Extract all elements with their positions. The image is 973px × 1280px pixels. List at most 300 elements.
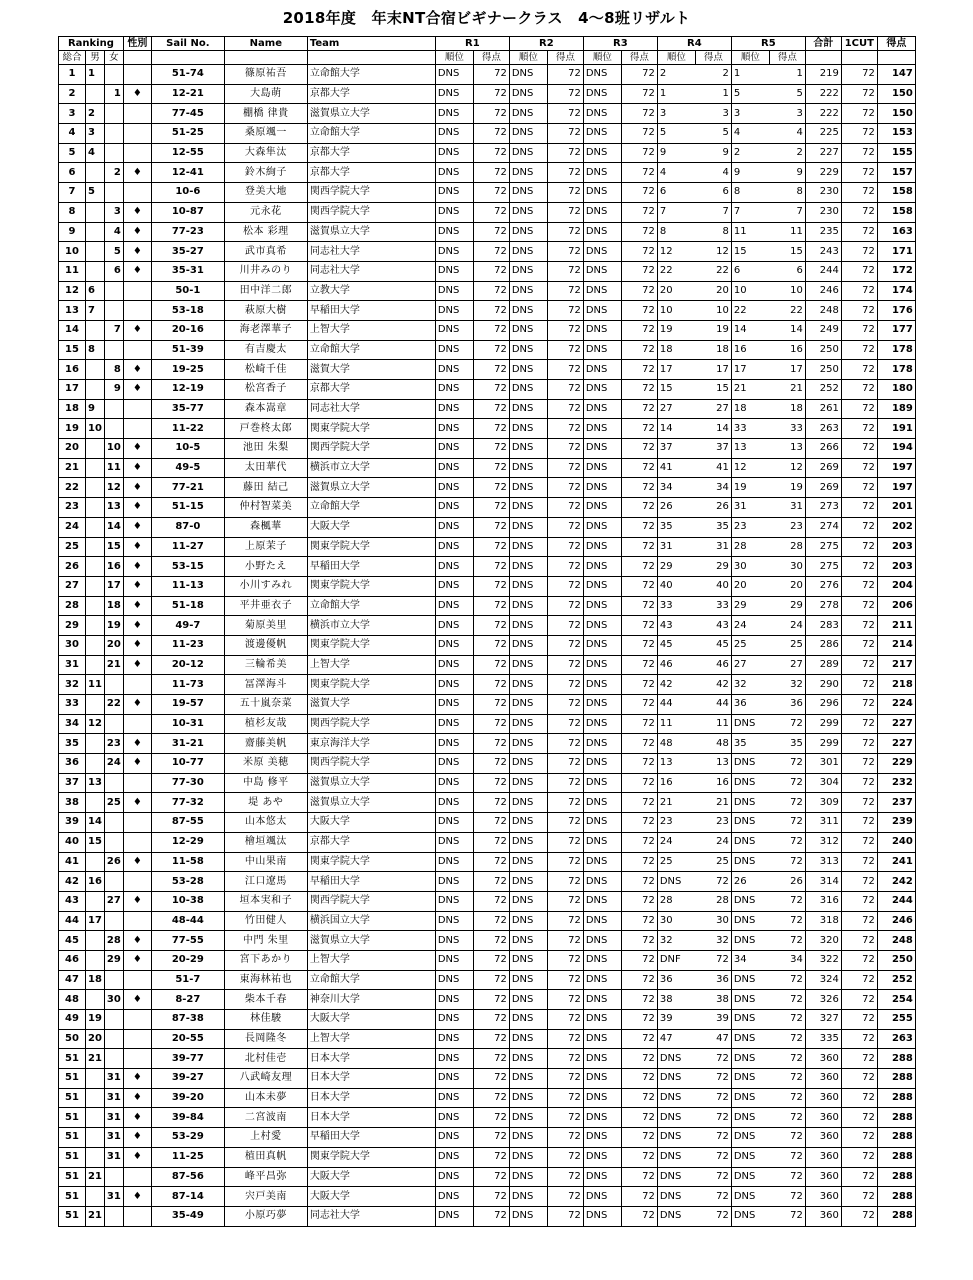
r1-score: 72: [473, 1147, 509, 1167]
r1-score-header: 得点: [473, 51, 509, 65]
male-rank: [86, 458, 105, 478]
r5-score: 72: [769, 891, 805, 911]
total: 304: [805, 773, 841, 793]
sailor-name: 中島 修平: [224, 773, 307, 793]
team: 横浜国立大学: [307, 911, 435, 931]
r2-place: DNS: [509, 911, 547, 931]
r1-score: 72: [473, 1187, 509, 1207]
r3-score: 72: [621, 576, 657, 596]
gender-mark: [123, 1167, 151, 1187]
team: 関西学院大学: [307, 754, 435, 774]
points: 288: [877, 1108, 915, 1128]
cut: 72: [841, 458, 877, 478]
team: 滋賀県立大学: [307, 773, 435, 793]
points: 204: [877, 576, 915, 596]
sail-no: 77-23: [151, 222, 224, 242]
gender-mark: ♦: [123, 754, 151, 774]
team: 滋賀大学: [307, 360, 435, 380]
r4-place: 35: [657, 517, 695, 537]
overall-rank: 36: [59, 754, 86, 774]
r2-place: DNS: [509, 970, 547, 990]
r5-score: 28: [769, 537, 805, 557]
r2-place: DNS: [509, 320, 547, 340]
total: 360: [805, 1069, 841, 1089]
r2-score: 72: [547, 458, 583, 478]
points: 206: [877, 596, 915, 616]
male-rank: [86, 931, 105, 951]
gender-header: 性別: [123, 37, 151, 51]
table-row: [59, 754, 916, 774]
points: 174: [877, 281, 915, 301]
r2-score: 72: [547, 773, 583, 793]
r2-place: DNS: [509, 1108, 547, 1128]
female-rank: [104, 143, 123, 163]
r3-score: 72: [621, 773, 657, 793]
male-rank: [86, 734, 105, 754]
sail-no: 11-58: [151, 852, 224, 872]
points: 191: [877, 419, 915, 439]
r1-place: DNS: [435, 1029, 473, 1049]
gender-mark: ♦: [123, 576, 151, 596]
r1-place: DNS: [435, 1147, 473, 1167]
r1-score: 72: [473, 1010, 509, 1030]
r5-score: 36: [769, 695, 805, 715]
overall-rank: 51: [59, 1128, 86, 1148]
r2-place: DNS: [509, 65, 547, 85]
sail-no: 53-15: [151, 557, 224, 577]
r5-score: 24: [769, 616, 805, 636]
total: 266: [805, 439, 841, 459]
points: 288: [877, 1187, 915, 1207]
r5-place: DNS: [731, 1069, 769, 1089]
r3-place: DNS: [583, 931, 621, 951]
cut: 72: [841, 537, 877, 557]
r2-score: 72: [547, 202, 583, 222]
r1-score: 72: [473, 301, 509, 321]
cut: 72: [841, 104, 877, 124]
r4-score: 72: [695, 1069, 731, 1089]
gender-mark: [123, 1049, 151, 1069]
female-rank: 13: [104, 498, 123, 518]
table-row: [59, 695, 916, 715]
total: 327: [805, 1010, 841, 1030]
male-rank: [86, 891, 105, 911]
r1-score: 72: [473, 576, 509, 596]
r3-score: 72: [621, 517, 657, 537]
r2-place: DNS: [509, 478, 547, 498]
r2-place: DNS: [509, 813, 547, 833]
points: 155: [877, 143, 915, 163]
gender-mark: ♦: [123, 1088, 151, 1108]
r4-score: 12: [695, 242, 731, 262]
female-rank: [104, 65, 123, 85]
gender-mark: ♦: [123, 616, 151, 636]
cut: 72: [841, 498, 877, 518]
points: 252: [877, 970, 915, 990]
r4-score: 72: [695, 1206, 731, 1226]
overall-rank: 5: [59, 143, 86, 163]
cut: 72: [841, 754, 877, 774]
overall-rank: 46: [59, 950, 86, 970]
sailor-name: 齋藤美帆: [224, 734, 307, 754]
points: 157: [877, 163, 915, 183]
r1-place: DNS: [435, 675, 473, 695]
team: 関東学院大学: [307, 675, 435, 695]
r4-score: 2: [695, 65, 731, 85]
r2-place: DNS: [509, 695, 547, 715]
r5-place: DNS: [731, 1010, 769, 1030]
r1-place: DNS: [435, 891, 473, 911]
r1-score: 72: [473, 1088, 509, 1108]
overall-rank: 14: [59, 320, 86, 340]
cut: 72: [841, 734, 877, 754]
male-rank: 4: [86, 143, 105, 163]
female-rank: 18: [104, 596, 123, 616]
r5-place: 26: [731, 872, 769, 892]
r3-place: DNS: [583, 1167, 621, 1187]
r3-place: DNS: [583, 1128, 621, 1148]
r1-score: 72: [473, 380, 509, 400]
r5-place: DNS: [731, 1108, 769, 1128]
r2-place: DNS: [509, 557, 547, 577]
sailor-name: 中門 朱里: [224, 931, 307, 951]
r1-score: 72: [473, 537, 509, 557]
male-rank: [86, 498, 105, 518]
r5-place: 34: [731, 950, 769, 970]
r2-score: 72: [547, 990, 583, 1010]
r4-score: 16: [695, 773, 731, 793]
female-rank: [104, 301, 123, 321]
male-rank: [86, 655, 105, 675]
male-rank: 11: [86, 675, 105, 695]
sailor-name: 中山果南: [224, 852, 307, 872]
male-rank: [86, 163, 105, 183]
r4-score: 32: [695, 931, 731, 951]
sailor-name: 柴本千春: [224, 990, 307, 1010]
r5-place: DNS: [731, 852, 769, 872]
table-row: [59, 360, 916, 380]
gender-mark: [123, 675, 151, 695]
overall-rank: 42: [59, 872, 86, 892]
total: 314: [805, 872, 841, 892]
r5-place: 2: [731, 143, 769, 163]
r4-place: 16: [657, 773, 695, 793]
male-rank: [86, 537, 105, 557]
sailor-name: 元永花: [224, 202, 307, 222]
gender-mark: [123, 813, 151, 833]
r2-score: 72: [547, 537, 583, 557]
r4-place: 48: [657, 734, 695, 754]
total: 296: [805, 695, 841, 715]
r1-place: DNS: [435, 340, 473, 360]
male-rank: [86, 222, 105, 242]
table-row: [59, 281, 916, 301]
gender-mark: [123, 714, 151, 734]
r5-score: 32: [769, 675, 805, 695]
male-header: 男: [86, 51, 105, 65]
r4-place: DNS: [657, 872, 695, 892]
gender-mark: [123, 911, 151, 931]
r2-score: 72: [547, 320, 583, 340]
table-row: [59, 143, 916, 163]
male-rank: [86, 380, 105, 400]
r2-place: DNS: [509, 399, 547, 419]
r4-score: 15: [695, 380, 731, 400]
overall-rank: 49: [59, 1010, 86, 1030]
r4-score: 33: [695, 596, 731, 616]
r3-place: DNS: [583, 813, 621, 833]
r4-score: 9: [695, 143, 731, 163]
r5-score: 9: [769, 163, 805, 183]
overall-rank: 24: [59, 517, 86, 537]
r2-place: DNS: [509, 124, 547, 144]
team: 関東学院大学: [307, 635, 435, 655]
table-row: [59, 990, 916, 1010]
r1-place: DNS: [435, 714, 473, 734]
overall-rank: 50: [59, 1029, 86, 1049]
sail-no: 8-27: [151, 990, 224, 1010]
sailor-name: 江口遼馬: [224, 872, 307, 892]
overall-rank: 16: [59, 360, 86, 380]
total: 360: [805, 1147, 841, 1167]
points: 237: [877, 793, 915, 813]
r3-place: DNS: [583, 1147, 621, 1167]
r1-score: 72: [473, 832, 509, 852]
r2-place: DNS: [509, 950, 547, 970]
r5-place: DNS: [731, 754, 769, 774]
team: 関東学院大学: [307, 419, 435, 439]
r2-place: DNS: [509, 163, 547, 183]
cut: 72: [841, 340, 877, 360]
r1-score: 72: [473, 675, 509, 695]
r5-score: 72: [769, 931, 805, 951]
r5-score: 22: [769, 301, 805, 321]
r3-place: DNS: [583, 1108, 621, 1128]
female-rank: [104, 1167, 123, 1187]
r4-score: 21: [695, 793, 731, 813]
r3-score: 72: [621, 714, 657, 734]
female-rank: 29: [104, 950, 123, 970]
points: 177: [877, 320, 915, 340]
r1-place: DNS: [435, 911, 473, 931]
cut: 72: [841, 714, 877, 734]
r3-place: DNS: [583, 65, 621, 85]
r5-place: 17: [731, 360, 769, 380]
table-row: [59, 832, 916, 852]
team: 上智大学: [307, 1029, 435, 1049]
team: 関東学院大学: [307, 537, 435, 557]
male-rank: 21: [86, 1167, 105, 1187]
r3-score: 72: [621, 1187, 657, 1207]
r2-place: DNS: [509, 773, 547, 793]
sail-no: 10-5: [151, 439, 224, 459]
overall-rank: 19: [59, 419, 86, 439]
r3-score: 72: [621, 911, 657, 931]
r1-score: 72: [473, 1049, 509, 1069]
table-row: [59, 478, 916, 498]
r2-score: 72: [547, 1069, 583, 1089]
r2-score: 72: [547, 301, 583, 321]
r2-place: DNS: [509, 714, 547, 734]
r2-score: 72: [547, 242, 583, 262]
r2-place: DNS: [509, 793, 547, 813]
r3-score: 72: [621, 1147, 657, 1167]
r5-score: 10: [769, 281, 805, 301]
overall-rank: 25: [59, 537, 86, 557]
r2-place: DNS: [509, 616, 547, 636]
sailor-name: 萩原大樹: [224, 301, 307, 321]
sailor-name: 宍戸美南: [224, 1187, 307, 1207]
table-header: [59, 37, 916, 65]
sailor-name: 檜垣颯汰: [224, 832, 307, 852]
r1-score: 72: [473, 399, 509, 419]
team: 立命館大学: [307, 124, 435, 144]
total: 312: [805, 832, 841, 852]
r3-score: 72: [621, 340, 657, 360]
r5-score: 20: [769, 576, 805, 596]
r2-place: DNS: [509, 222, 547, 242]
overall-rank: 10: [59, 242, 86, 262]
sail-no: 39-20: [151, 1088, 224, 1108]
points: 150: [877, 104, 915, 124]
points: 172: [877, 261, 915, 281]
table-row: [59, 675, 916, 695]
male-rank: [86, 950, 105, 970]
r3-score: 72: [621, 1069, 657, 1089]
gender-mark: ♦: [123, 360, 151, 380]
male-rank: 7: [86, 301, 105, 321]
r2-score: 72: [547, 813, 583, 833]
r1-score: 72: [473, 891, 509, 911]
r5-place: 21: [731, 380, 769, 400]
table-row: [59, 498, 916, 518]
r2-place: DNS: [509, 281, 547, 301]
table-row: [59, 1167, 916, 1187]
r1-score: 72: [473, 281, 509, 301]
sailor-name: 宮下あかり: [224, 950, 307, 970]
female-rank: [104, 281, 123, 301]
total: 360: [805, 1128, 841, 1148]
total: 316: [805, 891, 841, 911]
r1-place: DNS: [435, 84, 473, 104]
r1-score: 72: [473, 1128, 509, 1148]
male-rank: [86, 852, 105, 872]
r2-score: 72: [547, 517, 583, 537]
r4-score: 46: [695, 655, 731, 675]
cut: 72: [841, 419, 877, 439]
r1-score: 72: [473, 419, 509, 439]
total: 235: [805, 222, 841, 242]
r1-place: DNS: [435, 1108, 473, 1128]
table-row: [59, 714, 916, 734]
total: 360: [805, 1108, 841, 1128]
page-title: 2018年度 年末NT合宿ビギナークラス 4〜8班リザルト: [282, 9, 691, 27]
female-rank: 22: [104, 695, 123, 715]
sail-no: 20-16: [151, 320, 224, 340]
r3-score: 72: [621, 202, 657, 222]
r3-score: 72: [621, 832, 657, 852]
table-row: [59, 1187, 916, 1207]
r5-place: DNS: [731, 1088, 769, 1108]
r5-place: 29: [731, 596, 769, 616]
r5-place: 12: [731, 458, 769, 478]
sailor-name: 小原巧夢: [224, 1206, 307, 1226]
r1-place: DNS: [435, 1088, 473, 1108]
r3-place: DNS: [583, 773, 621, 793]
cut: 72: [841, 635, 877, 655]
r3-score: 72: [621, 1088, 657, 1108]
r1-score: 72: [473, 970, 509, 990]
r4-place: 21: [657, 793, 695, 813]
r3-place: DNS: [583, 911, 621, 931]
cut: 72: [841, 852, 877, 872]
r2-score: 72: [547, 891, 583, 911]
r1-place: DNS: [435, 360, 473, 380]
r5-score: 2: [769, 143, 805, 163]
r4-score: 28: [695, 891, 731, 911]
r4-score: 34: [695, 478, 731, 498]
r4-score: 42: [695, 675, 731, 695]
r4-score: 72: [695, 1167, 731, 1187]
r5-score: 72: [769, 1206, 805, 1226]
table-row: [59, 202, 916, 222]
r3-score: 72: [621, 1029, 657, 1049]
r4-place: 1: [657, 84, 695, 104]
r3-score: 72: [621, 970, 657, 990]
r1-place: DNS: [435, 931, 473, 951]
r4-place: 28: [657, 891, 695, 911]
points: 201: [877, 498, 915, 518]
r3-score: 72: [621, 813, 657, 833]
gender-mark: [123, 124, 151, 144]
sailor-name: 平井亜衣子: [224, 596, 307, 616]
r4-score: 4: [695, 163, 731, 183]
r5-score: 29: [769, 596, 805, 616]
sail-no: 10-6: [151, 183, 224, 203]
r3-score: 72: [621, 1010, 657, 1030]
cut: 72: [841, 360, 877, 380]
male-rank: 9: [86, 399, 105, 419]
name-header: Name: [224, 37, 307, 51]
male-rank: [86, 596, 105, 616]
gender-mark: ♦: [123, 596, 151, 616]
r3-place: DNS: [583, 1187, 621, 1207]
r1-score: 72: [473, 655, 509, 675]
table-row: [59, 1010, 916, 1030]
table-row: [59, 1147, 916, 1167]
r4-place: 47: [657, 1029, 695, 1049]
r3-score: 72: [621, 419, 657, 439]
r4-place: 14: [657, 419, 695, 439]
overall-rank: 28: [59, 596, 86, 616]
r2-place: DNS: [509, 419, 547, 439]
r4-place: 31: [657, 537, 695, 557]
male-rank: 5: [86, 183, 105, 203]
r3-place: DNS: [583, 163, 621, 183]
r1-score: 72: [473, 1206, 509, 1226]
team: 日本大学: [307, 1088, 435, 1108]
total: 273: [805, 498, 841, 518]
r1-score: 72: [473, 911, 509, 931]
r2-score: 72: [547, 695, 583, 715]
r3-place: DNS: [583, 695, 621, 715]
r4-score: 72: [695, 1108, 731, 1128]
sail-no: 12-19: [151, 380, 224, 400]
gender-mark: ♦: [123, 1108, 151, 1128]
female-rank: 27: [104, 891, 123, 911]
male-rank: [86, 1147, 105, 1167]
r5-place: 28: [731, 537, 769, 557]
